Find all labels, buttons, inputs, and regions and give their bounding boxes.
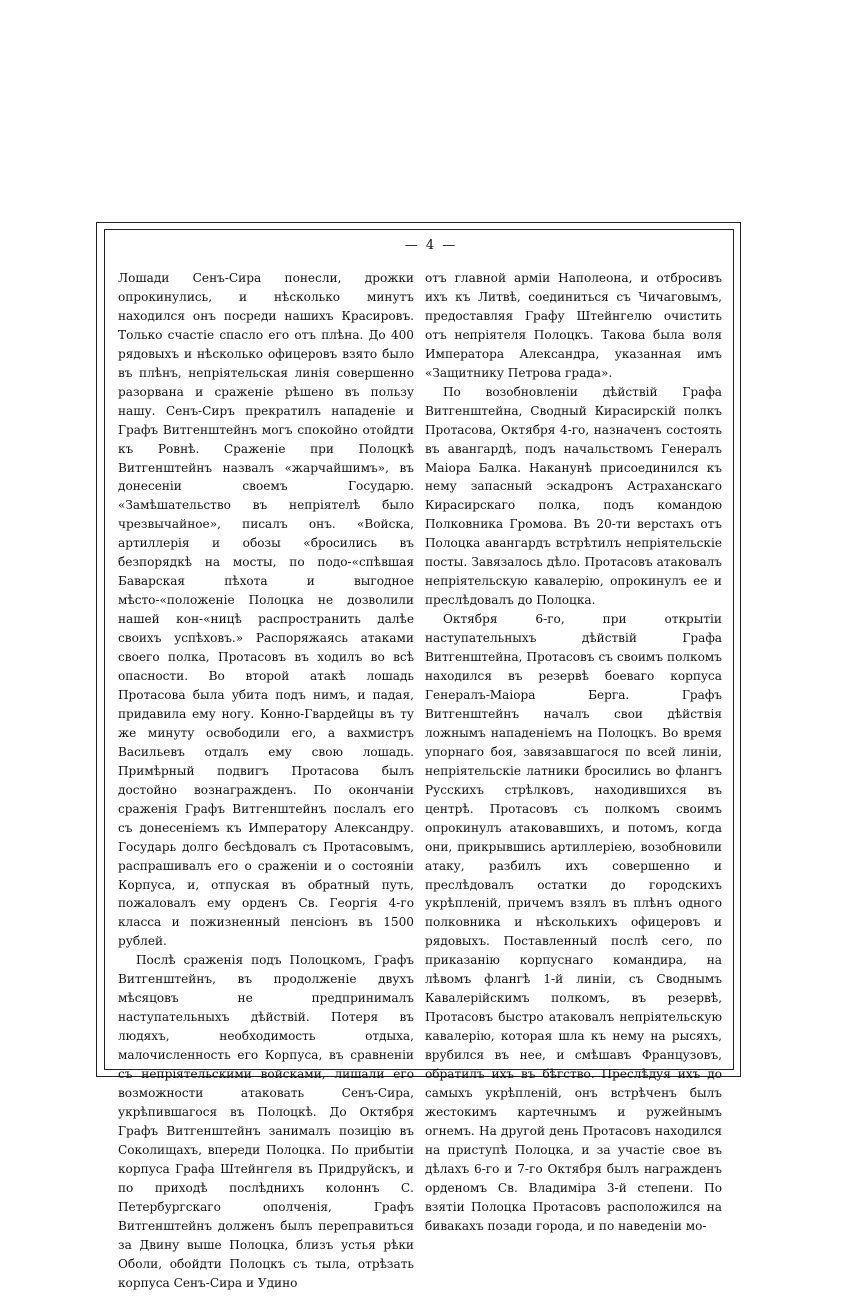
paragraph: Послѣ сраженія подъ Полоцкомъ, Графъ Витгенштейнъ, въ продолженіе двухъ мѣсяцовъ не предпринималъ наступательныхъ дѣйствій. Потеря въ людяхъ, необходимость отдыха, малочисленность его Корпуса, въ сравненіи съ непріятельскими войсками, лишали его возможности атаковать Сенъ-Сира, укрѣпившагося въ Полоцкѣ. До Октября Графъ Витгенштейнъ занималъ позицію въ Соколищахъ, впереди Полоцка. По прибытіи корпуса Графа Штейнгеля въ Придруйскъ, и по приходѣ послѣднихъ колоннъ С. Петербургскаго ополченія, Графъ Витгенштейнъ долженъ былъ переправиться за Двину выше Полоцка, близъ устья рѣки Оболи, обойдти Полоцкъ съ тыла, отрѣзать корпуса Сенъ-Сира и Удино [118, 953, 414, 1290]
right-text-column [425, 269, 722, 1236]
paragraph: Лошади Сенъ-Сира понесли, дрожки опрокинулись, и нѣсколько минутъ находился онъ посреди нашихъ Красировъ. Только счастіе спасло его отъ плѣна. До 400 рядовыхъ и нѣсколько офицеровъ взято было въ плѣнъ, непріятельская линія совершенно разорвана и сраженіе рѣшено въ пользу нашу. Сенъ-Сиръ прекратилъ нападеніе и Графъ Витгенштейнъ могъ спокойно отойдти къ Ровнѣ. Сраженіе при Полоцкѣ Витгенштейнъ назвалъ «жарчайшимъ», въ донесеніи своемъ Государю. «Замѣшательство въ непріятелѣ было чрезвычайное», писалъ онъ. «Войска, артиллерія и обозы «бросились въ безпорядкѣ на мосты, по подо-«спѣвшая Баварская пѣхота и выгодное мѣсто-«положеніе Полоцка не дозволили нашей кон-«ницѣ распространить далѣе своихъ успѣховъ.» Распоряжаясь атаками своего полка, Протасовъ въ ходилъ во всѣ опасности. Во второй атакѣ лошадь Протасова была убита подъ нимъ, и падая, придавила ему ногу. Конно-Гвардейцы въ ту же минуту освободили его, а вахмистръ Васильевъ отдалъ ему свою лошадь. Примѣрный подвигъ Протасова былъ достойно вознагражденъ. По окончаніи сраженія Графъ Витгенштейнъ послалъ его съ донесеніемъ къ Императору Александру. Государь долго бесѣдовалъ съ Протасовымъ, распрашивалъ его о сраженіи и о состояніи Корпуса, и, отпуская въ обратный путь, пожаловалъ ему орденъ Св. Георгія 4-го класса и пожизненный пенсіонъ въ 1500 рублей. [118, 271, 414, 949]
page-number: — 4 — [404, 238, 458, 253]
paragraph: По возобновленіи дѣйствій Графа Витгенштейна, Сводный Кирасирскій полкъ Протасова, Октября 4-го, назначенъ состоять въ авангардѣ, подъ начальствомъ Генералъ Маіора Балка. Наканунѣ присоединился къ нему запасный эскадронъ Астраханскаго Кирасирскаго полка, подъ командою Полковника Громова. Въ 20-ти верстахъ отъ Полоцка авангардъ встрѣтилъ непріятельскіе посты. Завязалось дѣло. Протасовъ атаковалъ непріятельскую кавалерію, опрокинулъ ее и преслѣдовалъ до Полоцка. [425, 384, 722, 608]
left-text-column [118, 269, 414, 1292]
paragraph: Октября 6-го, при открытіи наступательныхъ дѣйствій Графа Витгенштейна, Протасовъ съ своимъ полкомъ находился въ резервѣ боеваго корпуса Генералъ-Маіора Берга. Графъ Витгенштейнъ началъ свои дѣйствія ложнымъ нападеніемъ на Полоцкъ. Во время упорнаго боя, завязавшагося по всей линіи, непріятельскіе латники бросились во флангъ Русскихъ стрѣлковъ, находившихся въ центрѣ. Протасовъ съ полкомъ своимъ опрокинулъ атаковавшихъ, и потомъ, когда они, прикрывшись артиллеріею, возобновили атаку, разбилъ ихъ совершенно и преслѣдовалъ остатки до городскихъ укрѣпленій, причемъ взялъ въ плѣнъ одного полковника и нѣсколькихъ офицеровъ и рядовыхъ. Поставленный послѣ сего, по приказанію корпуснаго командира, на лѣвомъ флангѣ 1-й линіи, съ Своднымъ Кавалерійскимъ полкомъ, въ резервѣ, Протасовъ быстро атаковалъ непріятельскую кавалерію, которая шла къ нему на рысяхъ, врубился въ нее, и смѣшавъ Французовъ, обратилъ ихъ въ бѣгство. Преслѣдуя ихъ до самыхъ укрѣпленій, онъ встрѣченъ былъ жестокимъ картечнымъ и ружейнымъ огнемъ. На другой день Протасовъ находился на приступѣ Полоцка, и за участіе свое въ дѣлахъ 6-го и 7-го Октября былъ награжденъ орденомъ Св. Владиміра 3-й степени. По взятіи Полоцка Протасовъ расположился на бивакахъ позади города, и по наведеніи мо- [425, 612, 722, 1233]
paragraph: отъ главной арміи Наполеона, и отбросивъ ихъ къ Литвѣ, соединиться съ Чичаговымъ, предоставляя Графу Штейнгелю очистить отъ непріятеля Полоцкъ. Такова была воля Императора Александра, указанная имъ «Защитнику Петрова града». [425, 271, 722, 380]
